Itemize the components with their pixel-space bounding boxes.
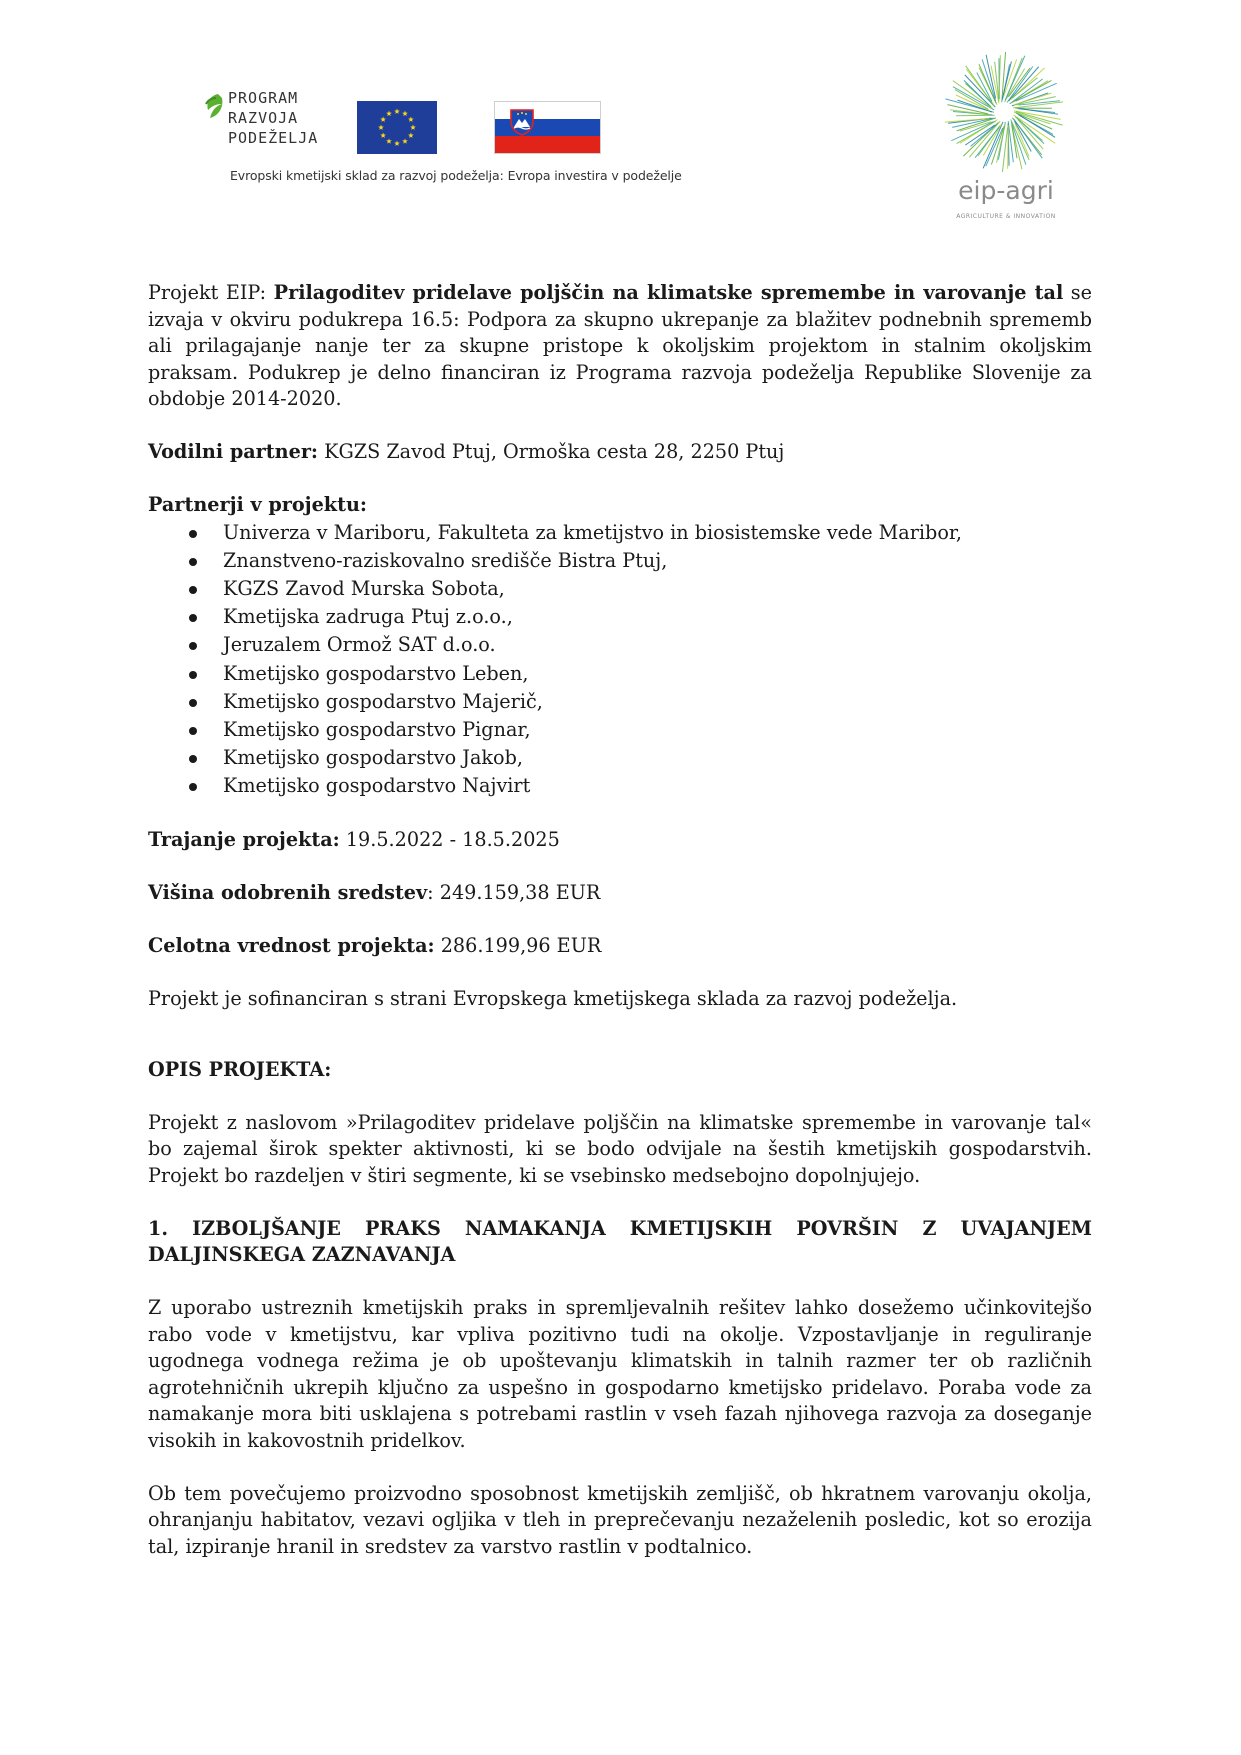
prp-logo — [204, 88, 324, 160]
section-1-paragraph-2: Ob tem povečujemo proizvodno sposobnost kmetijskih zemljišč, ob hkratnem varovanju okolja, ohranjanju habitatov, vezavi ogljika v tleh in preprečevanju nezaželenih posledic, kot so erozija tal, izpiranje hranil in sredstev za varstvo rastlin v podtalnico. — [148, 1481, 1092, 1558]
list-item: Jeruzalem Ormož SAT d.o.o. — [148, 631, 1092, 659]
total-value-amount: 286.199,96 EUR — [434, 934, 602, 958]
list-item: Kmetijska zadruga Ptuj z.o.o., — [148, 603, 1092, 631]
prp-logo-text — [228, 88, 318, 148]
eip-agri-subtitle: AGRICULTURE & INNOVATION — [956, 213, 1056, 220]
list-item: Kmetijsko gospodarstvo Majerič, — [148, 688, 1092, 716]
fund-line: Evropski kmetijski sklad za razvoj podeželja: Evropa investira v podeželje — [230, 168, 682, 183]
description-paragraph: Projekt z naslovom »Prilagoditev pridelave poljščin na klimatske spremembe in varovanje tal« bo zajemal širok spekter aktivnosti, ki se bodo odvijale na šestih kmetijskih gospodarstvih. Projekt bo razdeljen v štiri segmente, ki se vsebinsko medsebojno dopolnjujejo. — [148, 1110, 1092, 1187]
partners-list — [148, 519, 1092, 801]
cofinanced-note: Projekt je sofinanciran s strani Evropskega kmetijskega sklada za razvoj podeželja. — [148, 987, 958, 1011]
list-item: Kmetijsko gospodarstvo Najvirt — [148, 772, 1092, 800]
approved-funds — [148, 880, 1092, 907]
section-1-heading: 1. IZBOLJŠANJE PRAKS NAMAKANJA KMETIJSKIH POVRŠIN Z UVAJANJEM DALJINSKEGA ZAZNAVANJA — [148, 1216, 1092, 1267]
lead-partner-value: KGZS Zavod Ptuj, Ormoška cesta 28, 2250 Ptuj — [318, 440, 785, 463]
duration-value: 19.5.2022 - 18.5.2025 — [339, 828, 560, 852]
header-logos — [0, 0, 1241, 240]
total-label: Celotna vrednost projekta: — [148, 934, 435, 958]
list-item: Univerza v Mariboru, Fakulteta za kmetijstvo in biosistemske vede Maribor, — [148, 519, 1092, 547]
section-1-paragraph-1: Z uporabo ustreznih kmetijskih praks in spremljevalnih rešitev lahko dosežemo učinkovitejšo rabo vode v kmetijstvu, kar vpliva pozitivno tudi na okolje. Vzpostavljanje in reguliranje ugodnega vodnega režima je ob upoštevanju klimatskih in talnih razmer ter ob različnih agrotehničnih ukrepih ključno za uspešno in gospodarno kmetijsko pridelavo. Poraba vode za namakanje mora biti usklajena s potrebami rastlin v vseh fazah njihovega razvoja za doseganje visokih in kakovostnih pridelkov. — [148, 1296, 1092, 1452]
eip-agri-logo — [936, 50, 1076, 230]
slovenia-coat-of-arms-icon — [509, 108, 535, 136]
lead-partner-label: Vodilni partner: — [148, 440, 319, 463]
project-title: Prilagoditev pridelave poljščin na klimatske spremembe in varovanje tal — [273, 281, 1064, 304]
prp-line-1: PROGRAM — [228, 89, 299, 107]
list-item: Kmetijsko gospodarstvo Pignar, — [148, 716, 1092, 744]
prp-line-2: RAZVOJA — [228, 109, 299, 127]
intro-rest: se izvaja v okviru podukrepa 16.5: Podpora za skupno ukrepanje za blažitev podnebnih sprememb ali prilagajanje nanje ter za skupne pristope k okoljskim projektom in stalnim okoljskim praksam. Podukrep je delno financiran iz Programa razvoja podeželja Republike Slovenije za obdobje 2014-2020. — [148, 281, 1092, 410]
prp-line-3: PODEŽELJA — [228, 129, 319, 147]
partners-label: Partnerji v projektu: — [148, 493, 367, 516]
list-item: Kmetijsko gospodarstvo Leben, — [148, 660, 1092, 688]
approved-value: : 249.159,38 EUR — [427, 881, 601, 905]
approved-label: Višina odobrenih sredstev — [148, 881, 428, 905]
eip-agri-name: eip-agri — [958, 176, 1054, 205]
total-value — [148, 933, 1092, 960]
intro-paragraph — [148, 280, 1092, 413]
lead-partner — [148, 439, 1092, 466]
duration-label: Trajanje projekta: — [148, 828, 340, 852]
slovenia-flag-icon — [494, 101, 601, 154]
list-item: Kmetijsko gospodarstvo Jakob, — [148, 744, 1092, 772]
prp-leaf-icon — [204, 92, 226, 122]
eu-flag-icon — [357, 101, 437, 154]
project-duration — [148, 827, 1092, 854]
intro-prefix: Projekt EIP: — [148, 281, 274, 304]
document-body — [148, 280, 1092, 1560]
eip-burst-icon — [938, 50, 1074, 174]
list-item: KGZS Zavod Murska Sobota, — [148, 575, 1092, 603]
list-item: Znanstveno-raziskovalno središče Bistra Ptuj, — [148, 547, 1092, 575]
description-heading: OPIS PROJEKTA: — [148, 1057, 332, 1081]
